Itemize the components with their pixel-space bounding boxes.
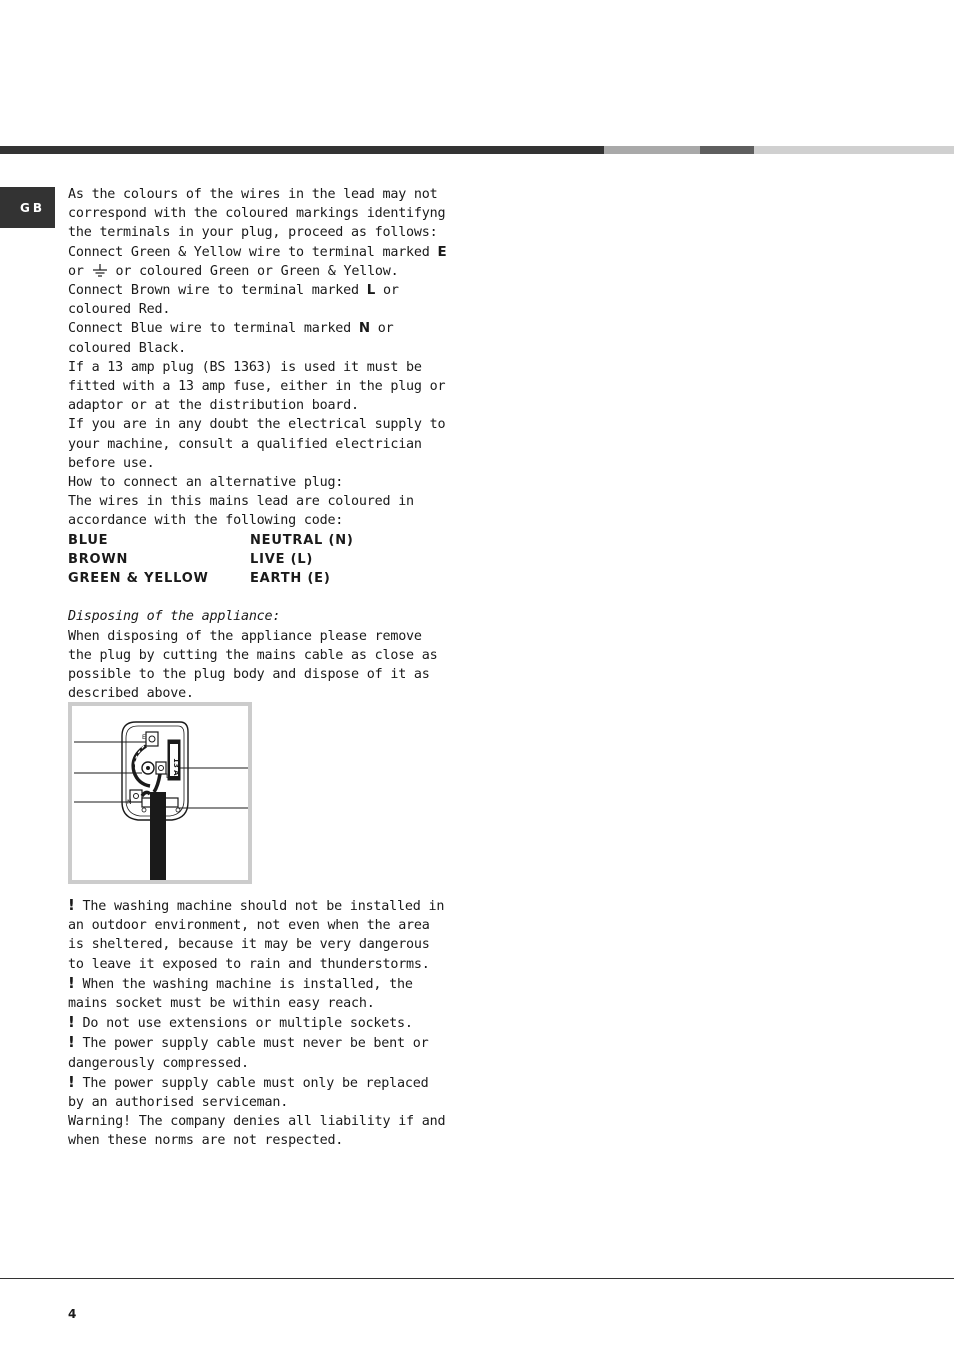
table-row — [68, 569, 354, 588]
warning-icon: ! — [68, 896, 75, 914]
warning-icon: ! — [68, 1033, 75, 1052]
wiring-instructions — [68, 185, 448, 703]
green-yellow-instruction: Connect Green & Yellow wire to terminal marked E or or coloured Green or Green & Yellow. — [68, 244, 447, 279]
blue-instruction: Connect Blue wire to terminal marked N or coloured Black. — [68, 321, 394, 356]
warning-cable-bent: ! The power supply cable must never be bent or dangerously compressed. — [68, 1033, 429, 1071]
safety-warnings — [68, 896, 448, 1151]
alt-plug-heading: How to connect an alternative plug: — [68, 475, 344, 491]
earth-symbol-icon — [92, 264, 108, 277]
wire-colour-code-table — [68, 531, 354, 589]
wire-colour: BLUE — [68, 532, 109, 548]
terminal-mark-e: E — [437, 244, 447, 260]
liability-warning: Warning! The company denies all liability if and when these norms are not respected. — [68, 1114, 446, 1149]
wiring-intro: As the colours of the wires in the lead may not correspond with the coloured markings identifyng the terminals in your plug, proceed as follows: — [68, 187, 446, 241]
warning-icon: ! — [68, 973, 75, 992]
warning-outdoor: ! The washing machine should not be installed in an outdoor environment, not even when the area is sheltered, because it may be very dangerous to leave it exposed to rain and thunderstorms. — [68, 896, 445, 972]
header-color-bar — [0, 146, 954, 154]
wire-colour: BROWN — [68, 551, 129, 567]
header-bar-segment-mid — [700, 146, 754, 154]
wire-meaning: NEUTRAL (N) — [250, 532, 354, 548]
fuse-label: 13 A — [172, 758, 180, 776]
fuse-note: If a 13 amp plug (BS 1363) is used it must be fitted with a 13 amp fuse, either in the plug or adaptor or at the distribution board. — [68, 359, 446, 414]
plug-diagram-illustration — [72, 706, 248, 880]
wire-meaning: LIVE (L) — [250, 551, 314, 567]
terminal-mark-n: N — [358, 321, 370, 337]
header-bar-segment-dark — [0, 146, 604, 154]
doubt-note: If you are in any doubt the electrical supply to your machine, consult a qualified electrician before use. — [68, 417, 446, 471]
wire-colour: GREEN & YELLOW — [68, 571, 209, 587]
language-tab: GB — [0, 187, 55, 228]
terminal-label-l: L — [166, 773, 170, 780]
terminal-label-e: E — [142, 734, 146, 741]
brown-instruction: Connect Brown wire to terminal marked L or coloured Red. — [68, 283, 399, 318]
warning-icon: ! — [68, 1072, 75, 1091]
disposal-body: When disposing of the appliance please remove the plug by cutting the mains cable as close as possible to the plug body and dispose of it as described above. — [68, 628, 438, 702]
warning-icon: ! — [68, 1013, 75, 1032]
header-bar-segment-grey — [604, 146, 700, 154]
page-number: 4 — [68, 1307, 77, 1321]
code-intro: The wires in this mains lead are coloured in accordance with the following code: — [68, 494, 414, 529]
wire-meaning: EARTH (E) — [250, 571, 331, 587]
terminal-label-n: N — [127, 799, 132, 806]
warning-extensions: ! Do not use extensions or multiple sockets. — [68, 1013, 413, 1032]
header-bar-segment-light — [754, 146, 954, 154]
terminal-mark-l: L — [366, 283, 376, 299]
plug-wiring-diagram — [68, 702, 252, 884]
warning-cable-replace: ! The power supply cable must only be replaced by an authorised serviceman. — [68, 1072, 429, 1111]
footer-rule — [0, 1278, 954, 1279]
warning-socket-reach: ! When the washing machine is installed, the mains socket must be within easy reach. — [68, 973, 413, 1012]
table-row — [68, 531, 354, 550]
table-row — [68, 550, 354, 569]
disposal-heading: Disposing of the appliance: — [68, 609, 281, 625]
